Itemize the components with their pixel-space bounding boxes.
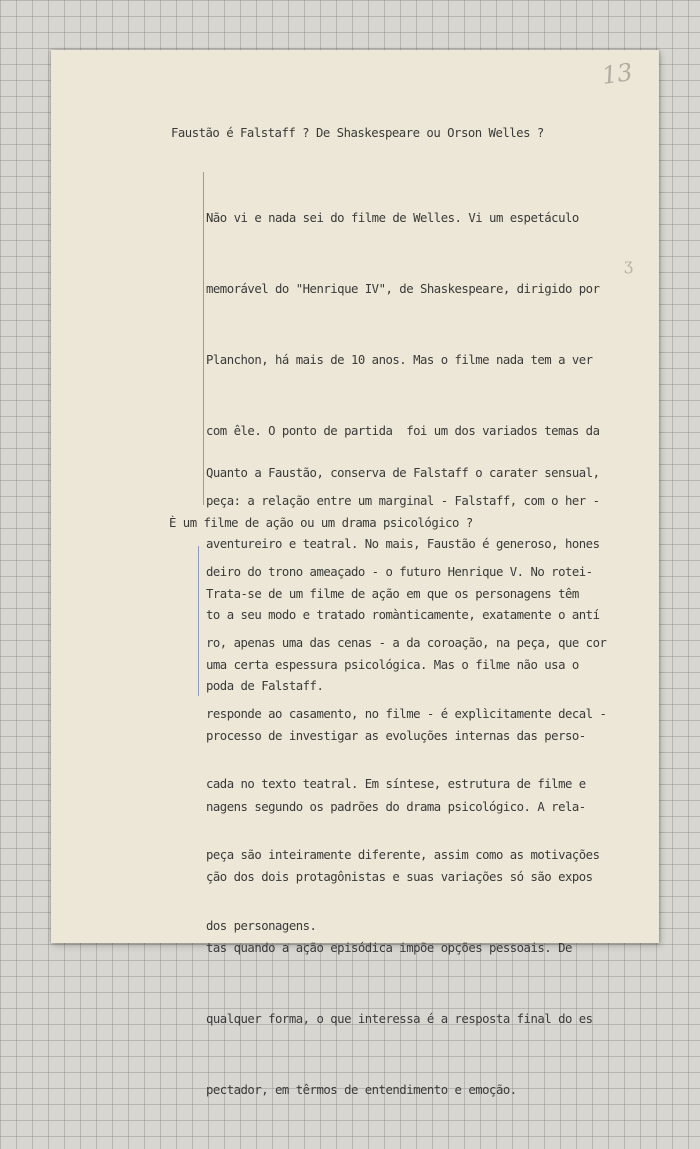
text-line: pectador, em têrmos de entendimento e emoção.: [206, 1082, 517, 1097]
text-line: memorável do "Henrique IV", de Shaskespeare, dirigido por: [206, 281, 600, 296]
typewritten-page: [51, 50, 659, 1097]
margin-marking-line: [198, 546, 199, 696]
text-line: qualquer forma, o que interessa é a resposta final do es: [206, 1011, 593, 1026]
text-line: Planchon, há mais de 10 anos. Mas o filme nada tem a ver: [206, 352, 593, 367]
text-line: deiro do trono ameaçado - o futuro Henrique V. No rotei-: [206, 565, 593, 580]
text-line: ção dos dois protagônistas e suas variações só são expos: [206, 870, 593, 885]
text-line: poda de Falstaff.: [206, 678, 324, 693]
text-line: peça: a relação entre um marginal - Falstaff, com o her -: [206, 494, 600, 509]
text-line: dos personagens.: [206, 919, 317, 933]
answer-paragraph-3: [206, 536, 593, 1149]
text-line: aventureiro e teatral. No mais, Faustão é generoso, hones: [206, 536, 600, 551]
text-line: Trata-se de um filme de ação em que os personagens têm: [206, 587, 579, 602]
text-line: tas quando a ação episódica impõe opções pessoais. De: [206, 941, 572, 956]
text-line: processo de investigar as evoluções internas das perso-: [206, 728, 586, 743]
text-line: peça são inteiramente diferente, assim como as motivações: [206, 848, 600, 863]
text-line: uma certa espessura psicológica. Mas o filme não usa o: [206, 657, 579, 672]
margin-marking-line: [203, 172, 204, 505]
pencil-mark: ʒ: [624, 255, 634, 274]
question-heading-1: Faustão é Falstaff ? De Shaskespeare ou Orson Welles ?: [171, 126, 544, 140]
text-line: to a seu modo e tratado romànticamente, exatamente o antí: [206, 607, 600, 622]
text-line: Quanto a Faustão, conserva de Falstaff o carater sensual,: [206, 466, 600, 481]
handwritten-page-number: 13: [600, 58, 635, 90]
text-line: Não vi e nada sei do filme de Welles. Vi um espetáculo: [206, 211, 579, 226]
text-line: cada no texto teatral. Em síntese, estrutura de filme e: [206, 777, 586, 792]
text-line: ro, apenas uma das cenas - a da coroação, na peça, que cor: [206, 635, 607, 650]
question-heading-2: È um filme de ação ou um drama psicológico ?: [169, 516, 473, 530]
text-line: nagens segundo os padrões do drama psicológico. A rela-: [206, 799, 586, 814]
text-line: com êle. O ponto de partida foi um dos variados temas da: [206, 423, 600, 438]
text-line: responde ao casamento, no filme - é explìcitamente decal -: [206, 706, 607, 721]
